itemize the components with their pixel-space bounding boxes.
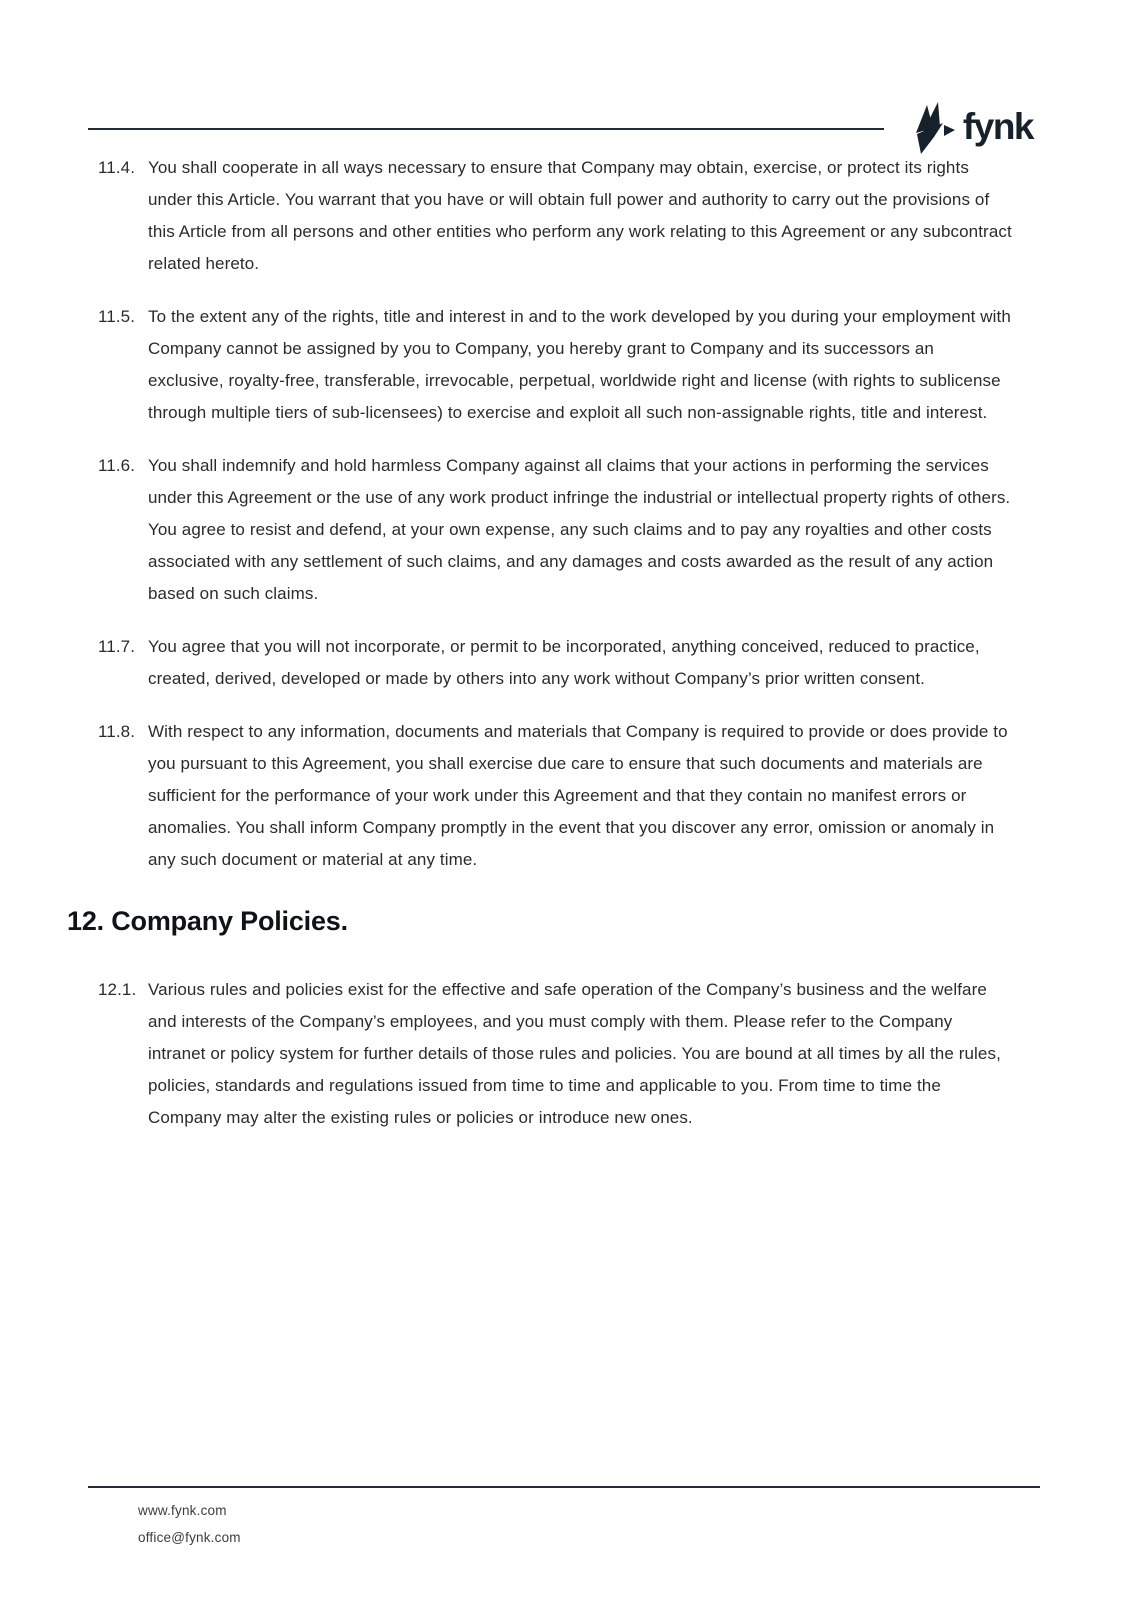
clause-text: You shall indemnify and hold harmless Company against all claims that your actions in performing the services under this Agreement or the use of any work product infringe the industrial or intellectual property rights of others. You agree to resist and defend, at your own expense, any such claims and to pay any royalties and other costs associated with any settlement of such claims, and any damages and costs awarded as the result of any action based on such claims. [148,456,1011,603]
page-header [88,98,1033,160]
clause-list-12 [67,974,1013,1134]
section-heading: 12. Company Policies. [67,906,348,936]
footer-contact [88,1488,1040,1551]
page-footer [88,1486,1040,1551]
origami-bird-icon [912,101,956,157]
clause-text: You agree that you will not incorporate, or permit to be incorporated, anything conceived, reduced to practice, created, derived, developed or made by others into any work without Company’s prior written consent. [148,637,980,688]
footer-email: office@fynk.com [138,1530,241,1545]
clause-text: Various rules and policies exist for the effective and safe operation of the Company’s business and the welfare and interests of the Company’s employees, and you must comply with them. Please refer to the Company intranet or policy system for further details of those rules and policies. You are bound at all times by all the rules, policies, standards and regulations issued from time to time and applicable to you. From time to time the Company may alter the existing rules or policies or introduce new ones. [148,980,1001,1127]
clause-list-11 [67,152,1013,876]
document-body [67,152,1013,1155]
clause-number: 12.1. [98,980,137,999]
clause-11-5 [67,301,1013,429]
clause-number: 11.4. [98,158,136,177]
brand-wordmark: fynk [962,105,1033,147]
clause-11-8 [67,716,1013,876]
clause-number: 11.6. [98,456,136,475]
clause-11-6 [67,450,1013,610]
footer-website: www.fynk.com [138,1503,227,1518]
clause-text: You shall cooperate in all ways necessary to ensure that Company may obtain, exercise, or protect its rights under this Article. You warrant that you have or will obtain full power and authority to carry out the provisions of this Article from all persons and other entities who perform any work relating to this Agreement or any subcontract related hereto. [148,158,1012,273]
brand-logo [912,101,1033,157]
clause-number: 11.5. [98,307,136,326]
header-divider [88,128,884,130]
clause-text: With respect to any information, documents and materials that Company is required to provide or does provide to you pursuant to this Agreement, you shall exercise due care to ensure that such documents and materials are sufficient for the performance of your work under this Agreement and that they contain no manifest errors or anomalies. You shall inform Company promptly in the event that you discover any error, omission or anomaly in any such document or material at any time. [148,722,1008,869]
clause-11-7 [67,631,1013,695]
clause-text: To the extent any of the rights, title and interest in and to the work developed by you during your employment with Company cannot be assigned by you to Company, you hereby grant to Company and its successors an exclusive, royalty-free, transferable, irrevocable, perpetual, worldwide right and license (with rights to sublicense through multiple tiers of sub-licensees) to exercise and exploit all such non-assignable rights, title and interest. [148,307,1011,422]
clause-number: 11.7. [98,637,136,656]
clause-number: 11.8. [98,722,136,741]
clause-12-1 [67,974,1013,1134]
clause-11-4 [67,152,1013,280]
